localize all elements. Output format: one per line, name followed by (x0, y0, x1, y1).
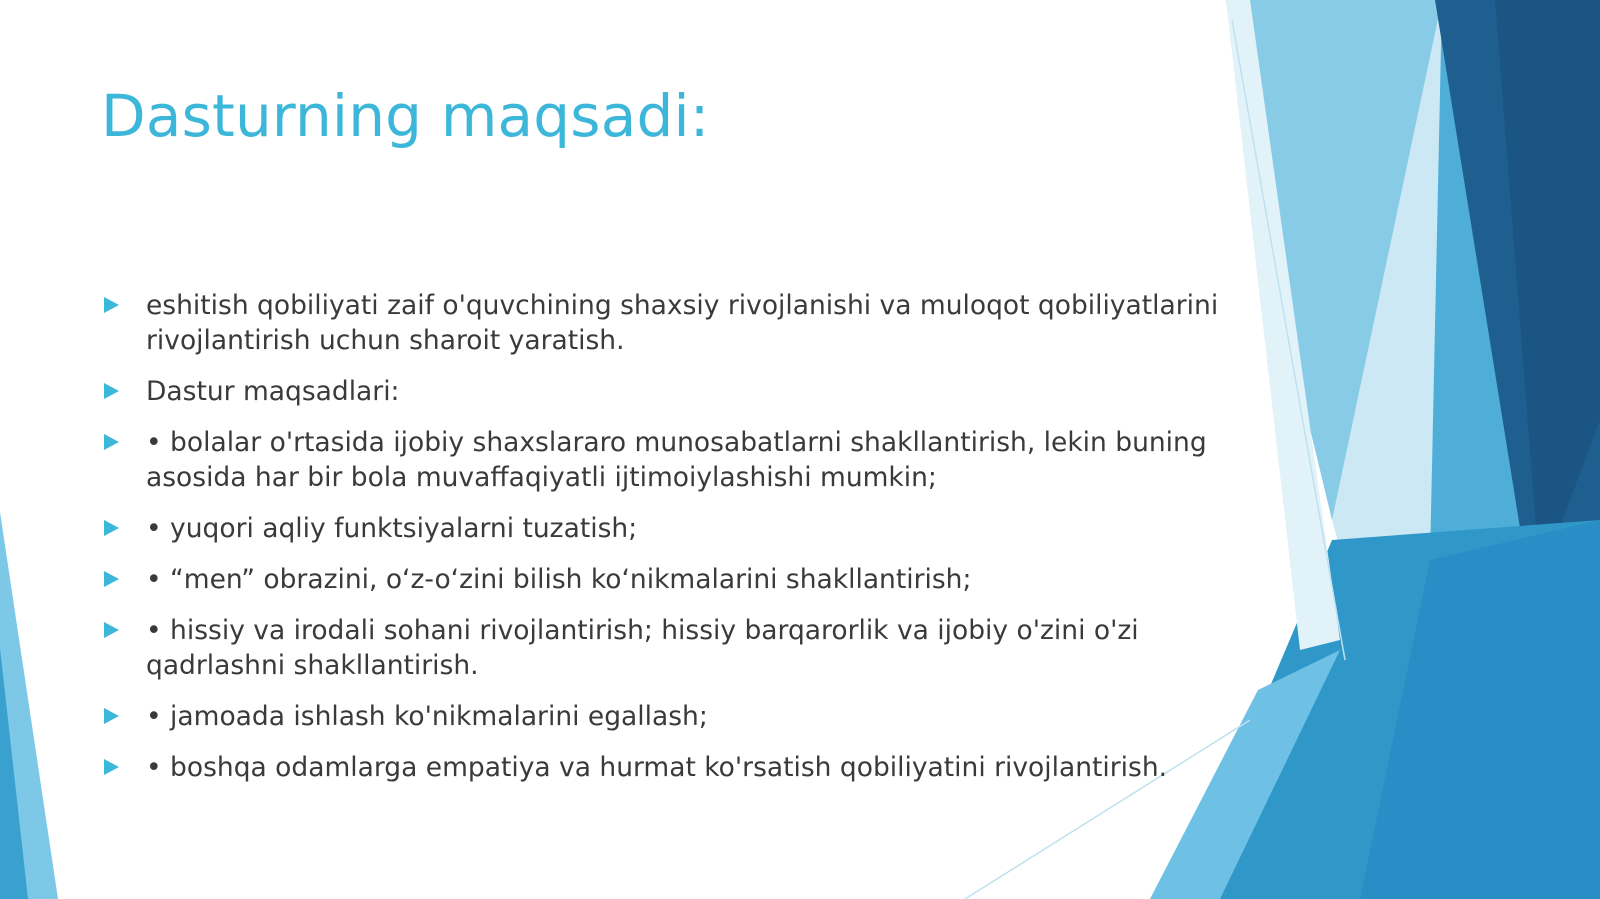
bullet-item (102, 562, 1277, 597)
arrow-bullet-icon (104, 622, 119, 638)
bullet-text: • bolalar o'rtasida ijobiy shaxslararo munosabatlarni shakllantirish, lekin buning asosida har bir bola muvaffaqiyatli ijtimoiylashishi mumkin; (146, 427, 1207, 493)
slide-title: Dasturning maqsadi: (101, 82, 710, 150)
bullet-text: Dastur maqsadlari: (146, 376, 400, 407)
bullet-item (102, 425, 1277, 495)
bullet-text: eshitish qobiliyati zaif o'quvchining shaxsiy rivojlanishi va muloqot qobiliyatlarini rivojlantirish uchun sharoit yaratish. (146, 290, 1219, 356)
bullet-text: • “men” obrazini, o‘z-o‘zini bilish ko‘nikmalarini shakllantirish; (146, 564, 972, 595)
bullet-text: • hissiy va irodali sohani rivojlantirish; hissiy barqarorlik va ijobiy o'zini o'zi qadrlashni shakllantirish. (146, 615, 1139, 681)
arrow-bullet-icon (104, 759, 119, 775)
bullet-text: • yuqori aqliy funktsiyalarni tuzatish; (146, 513, 638, 544)
arrow-bullet-icon (104, 297, 119, 313)
bullet-item (102, 288, 1277, 358)
bullet-item (102, 750, 1277, 785)
arrow-bullet-icon (104, 383, 119, 399)
arrow-bullet-icon (104, 708, 119, 724)
bullet-item (102, 613, 1277, 683)
bullet-list (102, 288, 1277, 801)
bullet-text: • boshqa odamlarga empatiya va hurmat ko'rsatish qobiliyatini rivojlantirish. (146, 752, 1168, 783)
arrow-bullet-icon (104, 520, 119, 536)
bullet-item (102, 511, 1277, 546)
bullet-text: • jamoada ishlash ko'nikmalarini egallash; (146, 701, 708, 732)
arrow-bullet-icon (104, 434, 119, 450)
bullet-item (102, 699, 1277, 734)
bullet-item (102, 374, 1277, 409)
arrow-bullet-icon (104, 571, 119, 587)
